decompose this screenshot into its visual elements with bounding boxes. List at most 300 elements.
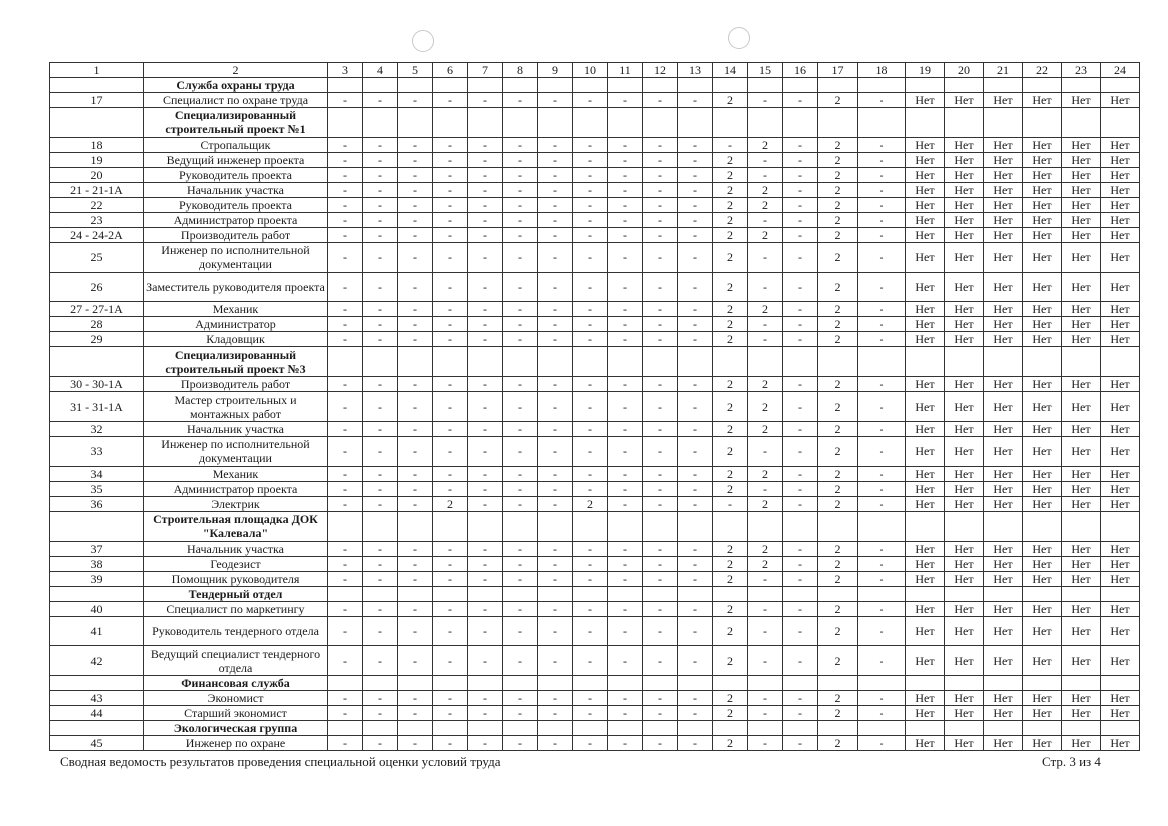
value-cell-col-4: - bbox=[363, 317, 398, 332]
value-cell-col-24: Нет bbox=[1101, 212, 1140, 227]
value-cell-col-8: - bbox=[503, 571, 538, 586]
empty-cell bbox=[398, 676, 433, 691]
value-cell-col-4: - bbox=[363, 182, 398, 197]
value-cell-col-23: Нет bbox=[1062, 302, 1101, 317]
value-cell-col-7: - bbox=[468, 302, 503, 317]
job-title: Начальник участка bbox=[144, 541, 328, 556]
value-cell-col-3: - bbox=[328, 152, 363, 167]
value-cell-col-19: Нет bbox=[906, 302, 945, 317]
value-cell-col-11: - bbox=[608, 227, 643, 242]
value-cell-col-9: - bbox=[538, 541, 573, 556]
value-cell-col-16: - bbox=[783, 601, 818, 616]
value-cell-col-4: - bbox=[363, 332, 398, 347]
value-cell-col-11: - bbox=[608, 691, 643, 706]
column-number-header: 12 bbox=[643, 63, 678, 78]
empty-cell bbox=[573, 511, 608, 541]
empty-cell bbox=[538, 78, 573, 93]
value-cell-col-7: - bbox=[468, 272, 503, 302]
value-cell-col-20: Нет bbox=[945, 377, 984, 392]
value-cell-col-10: - bbox=[573, 152, 608, 167]
column-number-header: 11 bbox=[608, 63, 643, 78]
job-title: Геодезист bbox=[144, 556, 328, 571]
value-cell-col-24: Нет bbox=[1101, 481, 1140, 496]
value-cell-col-7: - bbox=[468, 481, 503, 496]
value-cell-col-7: - bbox=[468, 332, 503, 347]
value-cell-col-18: - bbox=[858, 421, 906, 436]
value-cell-col-21: Нет bbox=[984, 421, 1023, 436]
value-cell-col-4: - bbox=[363, 691, 398, 706]
empty-cell bbox=[713, 676, 748, 691]
empty-cell bbox=[433, 721, 468, 736]
value-cell-col-15: 2 bbox=[748, 421, 783, 436]
value-cell-col-16: - bbox=[783, 392, 818, 422]
empty-cell bbox=[1023, 108, 1062, 138]
value-cell-col-20: Нет bbox=[945, 601, 984, 616]
value-cell-col-8: - bbox=[503, 541, 538, 556]
workplace-number: 40 bbox=[50, 601, 144, 616]
value-cell-col-4: - bbox=[363, 242, 398, 272]
empty-cell bbox=[1101, 78, 1140, 93]
empty-cell bbox=[818, 511, 858, 541]
value-cell-col-19: Нет bbox=[906, 421, 945, 436]
value-cell-col-21: Нет bbox=[984, 496, 1023, 511]
value-cell-col-3: - bbox=[328, 302, 363, 317]
empty-cell bbox=[503, 347, 538, 377]
workplace-number: 34 bbox=[50, 466, 144, 481]
table-row bbox=[50, 93, 1140, 108]
value-cell-col-24: Нет bbox=[1101, 691, 1140, 706]
value-cell-col-24: Нет bbox=[1101, 736, 1140, 751]
value-cell-col-13: - bbox=[678, 332, 713, 347]
value-cell-col-14: 2 bbox=[713, 317, 748, 332]
value-cell-col-8: - bbox=[503, 601, 538, 616]
value-cell-col-16: - bbox=[783, 332, 818, 347]
value-cell-col-11: - bbox=[608, 601, 643, 616]
value-cell-col-16: - bbox=[783, 377, 818, 392]
value-cell-col-4: - bbox=[363, 272, 398, 302]
value-cell-col-14: 2 bbox=[713, 392, 748, 422]
value-cell-col-8: - bbox=[503, 167, 538, 182]
value-cell-col-3: - bbox=[328, 212, 363, 227]
value-cell-col-4: - bbox=[363, 616, 398, 646]
value-cell-col-21: Нет bbox=[984, 242, 1023, 272]
value-cell-col-6: - bbox=[433, 481, 468, 496]
value-cell-col-10: - bbox=[573, 556, 608, 571]
empty-cell bbox=[363, 721, 398, 736]
empty-cell bbox=[678, 347, 713, 377]
value-cell-col-24: Нет bbox=[1101, 137, 1140, 152]
value-cell-col-24: Нет bbox=[1101, 332, 1140, 347]
value-cell-col-11: - bbox=[608, 481, 643, 496]
empty-cell bbox=[858, 511, 906, 541]
value-cell-col-15: - bbox=[748, 272, 783, 302]
empty-cell bbox=[1023, 511, 1062, 541]
value-cell-col-21: Нет bbox=[984, 736, 1023, 751]
empty-cell bbox=[906, 721, 945, 736]
value-cell-col-9: - bbox=[538, 377, 573, 392]
value-cell-col-23: Нет bbox=[1062, 421, 1101, 436]
empty-cell bbox=[1062, 511, 1101, 541]
value-cell-col-5: - bbox=[398, 616, 433, 646]
punch-hole-left bbox=[412, 30, 434, 52]
value-cell-col-3: - bbox=[328, 736, 363, 751]
value-cell-col-5: - bbox=[398, 481, 433, 496]
value-cell-col-6: - bbox=[433, 601, 468, 616]
value-cell-col-6: - bbox=[433, 616, 468, 646]
value-cell-col-22: Нет bbox=[1023, 571, 1062, 586]
value-cell-col-22: Нет bbox=[1023, 736, 1062, 751]
value-cell-col-13: - bbox=[678, 601, 713, 616]
value-cell-col-18: - bbox=[858, 302, 906, 317]
value-cell-col-4: - bbox=[363, 571, 398, 586]
empty-cell bbox=[984, 586, 1023, 601]
value-cell-col-5: - bbox=[398, 466, 433, 481]
value-cell-col-11: - bbox=[608, 436, 643, 466]
value-cell-col-9: - bbox=[538, 302, 573, 317]
value-cell-col-5: - bbox=[398, 167, 433, 182]
value-cell-col-15: 2 bbox=[748, 541, 783, 556]
value-cell-col-21: Нет bbox=[984, 152, 1023, 167]
value-cell-col-20: Нет bbox=[945, 197, 984, 212]
empty-cell bbox=[643, 78, 678, 93]
value-cell-col-23: Нет bbox=[1062, 242, 1101, 272]
value-cell-col-15: - bbox=[748, 706, 783, 721]
value-cell-col-6: - bbox=[433, 302, 468, 317]
value-cell-col-5: - bbox=[398, 242, 433, 272]
value-cell-col-21: Нет bbox=[984, 466, 1023, 481]
value-cell-col-18: - bbox=[858, 377, 906, 392]
empty-cell bbox=[503, 78, 538, 93]
empty-cell bbox=[945, 511, 984, 541]
job-title: Помощник руководителя bbox=[144, 571, 328, 586]
value-cell-col-19: Нет bbox=[906, 197, 945, 212]
empty-cell bbox=[783, 586, 818, 601]
value-cell-col-19: Нет bbox=[906, 182, 945, 197]
workplace-number: 38 bbox=[50, 556, 144, 571]
table-row bbox=[50, 616, 1140, 646]
empty-cell bbox=[1023, 721, 1062, 736]
value-cell-col-16: - bbox=[783, 167, 818, 182]
value-cell-col-7: - bbox=[468, 197, 503, 212]
value-cell-col-21: Нет bbox=[984, 137, 1023, 152]
value-cell-col-21: Нет bbox=[984, 691, 1023, 706]
empty-cell bbox=[713, 347, 748, 377]
value-cell-col-7: - bbox=[468, 421, 503, 436]
value-cell-col-15: - bbox=[748, 332, 783, 347]
empty-cell bbox=[984, 721, 1023, 736]
value-cell-col-11: - bbox=[608, 646, 643, 676]
job-title: Начальник участка bbox=[144, 182, 328, 197]
value-cell-col-3: - bbox=[328, 436, 363, 466]
workplace-number: 35 bbox=[50, 481, 144, 496]
value-cell-col-13: - bbox=[678, 242, 713, 272]
value-cell-col-7: - bbox=[468, 556, 503, 571]
value-cell-col-16: - bbox=[783, 481, 818, 496]
value-cell-col-18: - bbox=[858, 436, 906, 466]
value-cell-col-11: - bbox=[608, 212, 643, 227]
value-cell-col-13: - bbox=[678, 197, 713, 212]
value-cell-col-8: - bbox=[503, 466, 538, 481]
value-cell-col-5: - bbox=[398, 152, 433, 167]
column-number-header: 13 bbox=[678, 63, 713, 78]
value-cell-col-15: - bbox=[748, 242, 783, 272]
empty-cell bbox=[328, 586, 363, 601]
value-cell-col-17: 2 bbox=[818, 377, 858, 392]
table-row bbox=[50, 706, 1140, 721]
value-cell-col-3: - bbox=[328, 317, 363, 332]
workplace-number: 20 bbox=[50, 167, 144, 182]
value-cell-col-17: 2 bbox=[818, 317, 858, 332]
value-cell-col-19: Нет bbox=[906, 152, 945, 167]
value-cell-col-17: 2 bbox=[818, 646, 858, 676]
value-cell-col-15: - bbox=[748, 736, 783, 751]
empty-cell bbox=[1062, 721, 1101, 736]
value-cell-col-9: - bbox=[538, 736, 573, 751]
value-cell-col-23: Нет bbox=[1062, 481, 1101, 496]
value-cell-col-8: - bbox=[503, 736, 538, 751]
value-cell-col-10: - bbox=[573, 317, 608, 332]
job-title: Руководитель проекта bbox=[144, 197, 328, 212]
value-cell-col-18: - bbox=[858, 541, 906, 556]
value-cell-col-12: - bbox=[643, 392, 678, 422]
value-cell-col-4: - bbox=[363, 167, 398, 182]
job-title: Стропальщик bbox=[144, 137, 328, 152]
value-cell-col-14: 2 bbox=[713, 466, 748, 481]
value-cell-col-14: 2 bbox=[713, 152, 748, 167]
value-cell-col-13: - bbox=[678, 377, 713, 392]
value-cell-col-5: - bbox=[398, 182, 433, 197]
value-cell-col-19: Нет bbox=[906, 691, 945, 706]
value-cell-col-11: - bbox=[608, 242, 643, 272]
table-row bbox=[50, 272, 1140, 302]
value-cell-col-20: Нет bbox=[945, 421, 984, 436]
value-cell-col-11: - bbox=[608, 392, 643, 422]
value-cell-col-11: - bbox=[608, 167, 643, 182]
value-cell-col-3: - bbox=[328, 167, 363, 182]
empty-cell bbox=[328, 347, 363, 377]
value-cell-col-20: Нет bbox=[945, 242, 984, 272]
value-cell-col-6: 2 bbox=[433, 496, 468, 511]
value-cell-col-11: - bbox=[608, 93, 643, 108]
workplace-number: 25 bbox=[50, 242, 144, 272]
value-cell-col-23: Нет bbox=[1062, 466, 1101, 481]
empty-cell bbox=[984, 78, 1023, 93]
value-cell-col-5: - bbox=[398, 392, 433, 422]
value-cell-col-8: - bbox=[503, 646, 538, 676]
value-cell-col-10: - bbox=[573, 182, 608, 197]
empty-cell bbox=[678, 78, 713, 93]
value-cell-col-6: - bbox=[433, 137, 468, 152]
empty-cell bbox=[538, 347, 573, 377]
value-cell-col-17: 2 bbox=[818, 242, 858, 272]
value-cell-col-23: Нет bbox=[1062, 272, 1101, 302]
empty-cell bbox=[503, 511, 538, 541]
value-cell-col-18: - bbox=[858, 212, 906, 227]
value-cell-col-12: - bbox=[643, 302, 678, 317]
value-cell-col-7: - bbox=[468, 601, 503, 616]
value-cell-col-24: Нет bbox=[1101, 197, 1140, 212]
value-cell-col-21: Нет bbox=[984, 706, 1023, 721]
empty-cell bbox=[906, 78, 945, 93]
workplace-number: 24 - 24-2А bbox=[50, 227, 144, 242]
value-cell-col-13: - bbox=[678, 736, 713, 751]
section-number-cell bbox=[50, 78, 144, 93]
value-cell-col-11: - bbox=[608, 421, 643, 436]
value-cell-col-10: - bbox=[573, 436, 608, 466]
value-cell-col-10: - bbox=[573, 212, 608, 227]
empty-cell bbox=[538, 108, 573, 138]
value-cell-col-13: - bbox=[678, 556, 713, 571]
empty-cell bbox=[783, 108, 818, 138]
empty-cell bbox=[713, 78, 748, 93]
section-title: Служба охраны труда bbox=[144, 78, 328, 93]
value-cell-col-23: Нет bbox=[1062, 332, 1101, 347]
value-cell-col-5: - bbox=[398, 541, 433, 556]
value-cell-col-14: 2 bbox=[713, 227, 748, 242]
value-cell-col-24: Нет bbox=[1101, 436, 1140, 466]
empty-cell bbox=[433, 108, 468, 138]
value-cell-col-13: - bbox=[678, 272, 713, 302]
value-cell-col-22: Нет bbox=[1023, 466, 1062, 481]
column-number-header: 7 bbox=[468, 63, 503, 78]
empty-cell bbox=[363, 347, 398, 377]
empty-cell bbox=[858, 721, 906, 736]
value-cell-col-24: Нет bbox=[1101, 182, 1140, 197]
empty-cell bbox=[748, 347, 783, 377]
value-cell-col-15: - bbox=[748, 167, 783, 182]
value-cell-col-20: Нет bbox=[945, 332, 984, 347]
empty-cell bbox=[818, 347, 858, 377]
value-cell-col-14: 2 bbox=[713, 197, 748, 212]
value-cell-col-10: - bbox=[573, 706, 608, 721]
value-cell-col-11: - bbox=[608, 571, 643, 586]
value-cell-col-4: - bbox=[363, 481, 398, 496]
value-cell-col-21: Нет bbox=[984, 182, 1023, 197]
empty-cell bbox=[783, 676, 818, 691]
job-title: Специалист по охране труда bbox=[144, 93, 328, 108]
empty-cell bbox=[608, 108, 643, 138]
workplace-number: 41 bbox=[50, 616, 144, 646]
value-cell-col-13: - bbox=[678, 496, 713, 511]
value-cell-col-13: - bbox=[678, 167, 713, 182]
value-cell-col-14: 2 bbox=[713, 242, 748, 272]
empty-cell bbox=[328, 721, 363, 736]
value-cell-col-14: 2 bbox=[713, 571, 748, 586]
value-cell-col-3: - bbox=[328, 466, 363, 481]
value-cell-col-7: - bbox=[468, 377, 503, 392]
workplace-number: 26 bbox=[50, 272, 144, 302]
job-title: Инженер по исполнительной документации bbox=[144, 242, 328, 272]
empty-cell bbox=[433, 78, 468, 93]
value-cell-col-14: 2 bbox=[713, 691, 748, 706]
value-cell-col-21: Нет bbox=[984, 302, 1023, 317]
empty-cell bbox=[783, 347, 818, 377]
value-cell-col-24: Нет bbox=[1101, 392, 1140, 422]
value-cell-col-10: 2 bbox=[573, 496, 608, 511]
value-cell-col-22: Нет bbox=[1023, 601, 1062, 616]
section-row bbox=[50, 347, 1140, 377]
value-cell-col-13: - bbox=[678, 646, 713, 676]
empty-cell bbox=[1062, 78, 1101, 93]
summary-table bbox=[49, 62, 1140, 751]
job-title: Старший экономист bbox=[144, 706, 328, 721]
value-cell-col-22: Нет bbox=[1023, 317, 1062, 332]
empty-cell bbox=[1101, 511, 1140, 541]
column-number-header: 10 bbox=[573, 63, 608, 78]
empty-cell bbox=[538, 721, 573, 736]
value-cell-col-16: - bbox=[783, 152, 818, 167]
empty-cell bbox=[713, 721, 748, 736]
workplace-number: 43 bbox=[50, 691, 144, 706]
value-cell-col-5: - bbox=[398, 436, 433, 466]
value-cell-col-17: 2 bbox=[818, 571, 858, 586]
value-cell-col-6: - bbox=[433, 736, 468, 751]
value-cell-col-22: Нет bbox=[1023, 212, 1062, 227]
empty-cell bbox=[906, 108, 945, 138]
workplace-number: 44 bbox=[50, 706, 144, 721]
workplace-number: 19 bbox=[50, 152, 144, 167]
value-cell-col-23: Нет bbox=[1062, 167, 1101, 182]
value-cell-col-4: - bbox=[363, 466, 398, 481]
value-cell-col-21: Нет bbox=[984, 541, 1023, 556]
empty-cell bbox=[906, 586, 945, 601]
value-cell-col-17: 2 bbox=[818, 616, 858, 646]
value-cell-col-16: - bbox=[783, 212, 818, 227]
table-row bbox=[50, 646, 1140, 676]
value-cell-col-9: - bbox=[538, 272, 573, 302]
empty-cell bbox=[945, 108, 984, 138]
value-cell-col-15: 2 bbox=[748, 197, 783, 212]
value-cell-col-8: - bbox=[503, 481, 538, 496]
value-cell-col-3: - bbox=[328, 182, 363, 197]
value-cell-col-24: Нет bbox=[1101, 317, 1140, 332]
value-cell-col-17: 2 bbox=[818, 706, 858, 721]
value-cell-col-23: Нет bbox=[1062, 556, 1101, 571]
value-cell-col-20: Нет bbox=[945, 392, 984, 422]
value-cell-col-12: - bbox=[643, 227, 678, 242]
value-cell-col-10: - bbox=[573, 481, 608, 496]
value-cell-col-21: Нет bbox=[984, 93, 1023, 108]
value-cell-col-15: 2 bbox=[748, 392, 783, 422]
empty-cell bbox=[398, 586, 433, 601]
value-cell-col-9: - bbox=[538, 242, 573, 272]
value-cell-col-14: 2 bbox=[713, 706, 748, 721]
value-cell-col-18: - bbox=[858, 93, 906, 108]
value-cell-col-6: - bbox=[433, 377, 468, 392]
value-cell-col-4: - bbox=[363, 197, 398, 212]
value-cell-col-10: - bbox=[573, 137, 608, 152]
value-cell-col-7: - bbox=[468, 496, 503, 511]
empty-cell bbox=[818, 586, 858, 601]
value-cell-col-18: - bbox=[858, 496, 906, 511]
empty-cell bbox=[818, 78, 858, 93]
value-cell-col-24: Нет bbox=[1101, 571, 1140, 586]
empty-cell bbox=[503, 676, 538, 691]
section-title: Экологическая группа bbox=[144, 721, 328, 736]
value-cell-col-15: - bbox=[748, 93, 783, 108]
value-cell-col-3: - bbox=[328, 93, 363, 108]
value-cell-col-16: - bbox=[783, 616, 818, 646]
column-number-header: 23 bbox=[1062, 63, 1101, 78]
value-cell-col-13: - bbox=[678, 541, 713, 556]
workplace-number: 37 bbox=[50, 541, 144, 556]
job-title: Механик bbox=[144, 466, 328, 481]
value-cell-col-3: - bbox=[328, 481, 363, 496]
value-cell-col-19: Нет bbox=[906, 601, 945, 616]
value-cell-col-22: Нет bbox=[1023, 137, 1062, 152]
empty-cell bbox=[945, 721, 984, 736]
empty-cell bbox=[608, 721, 643, 736]
